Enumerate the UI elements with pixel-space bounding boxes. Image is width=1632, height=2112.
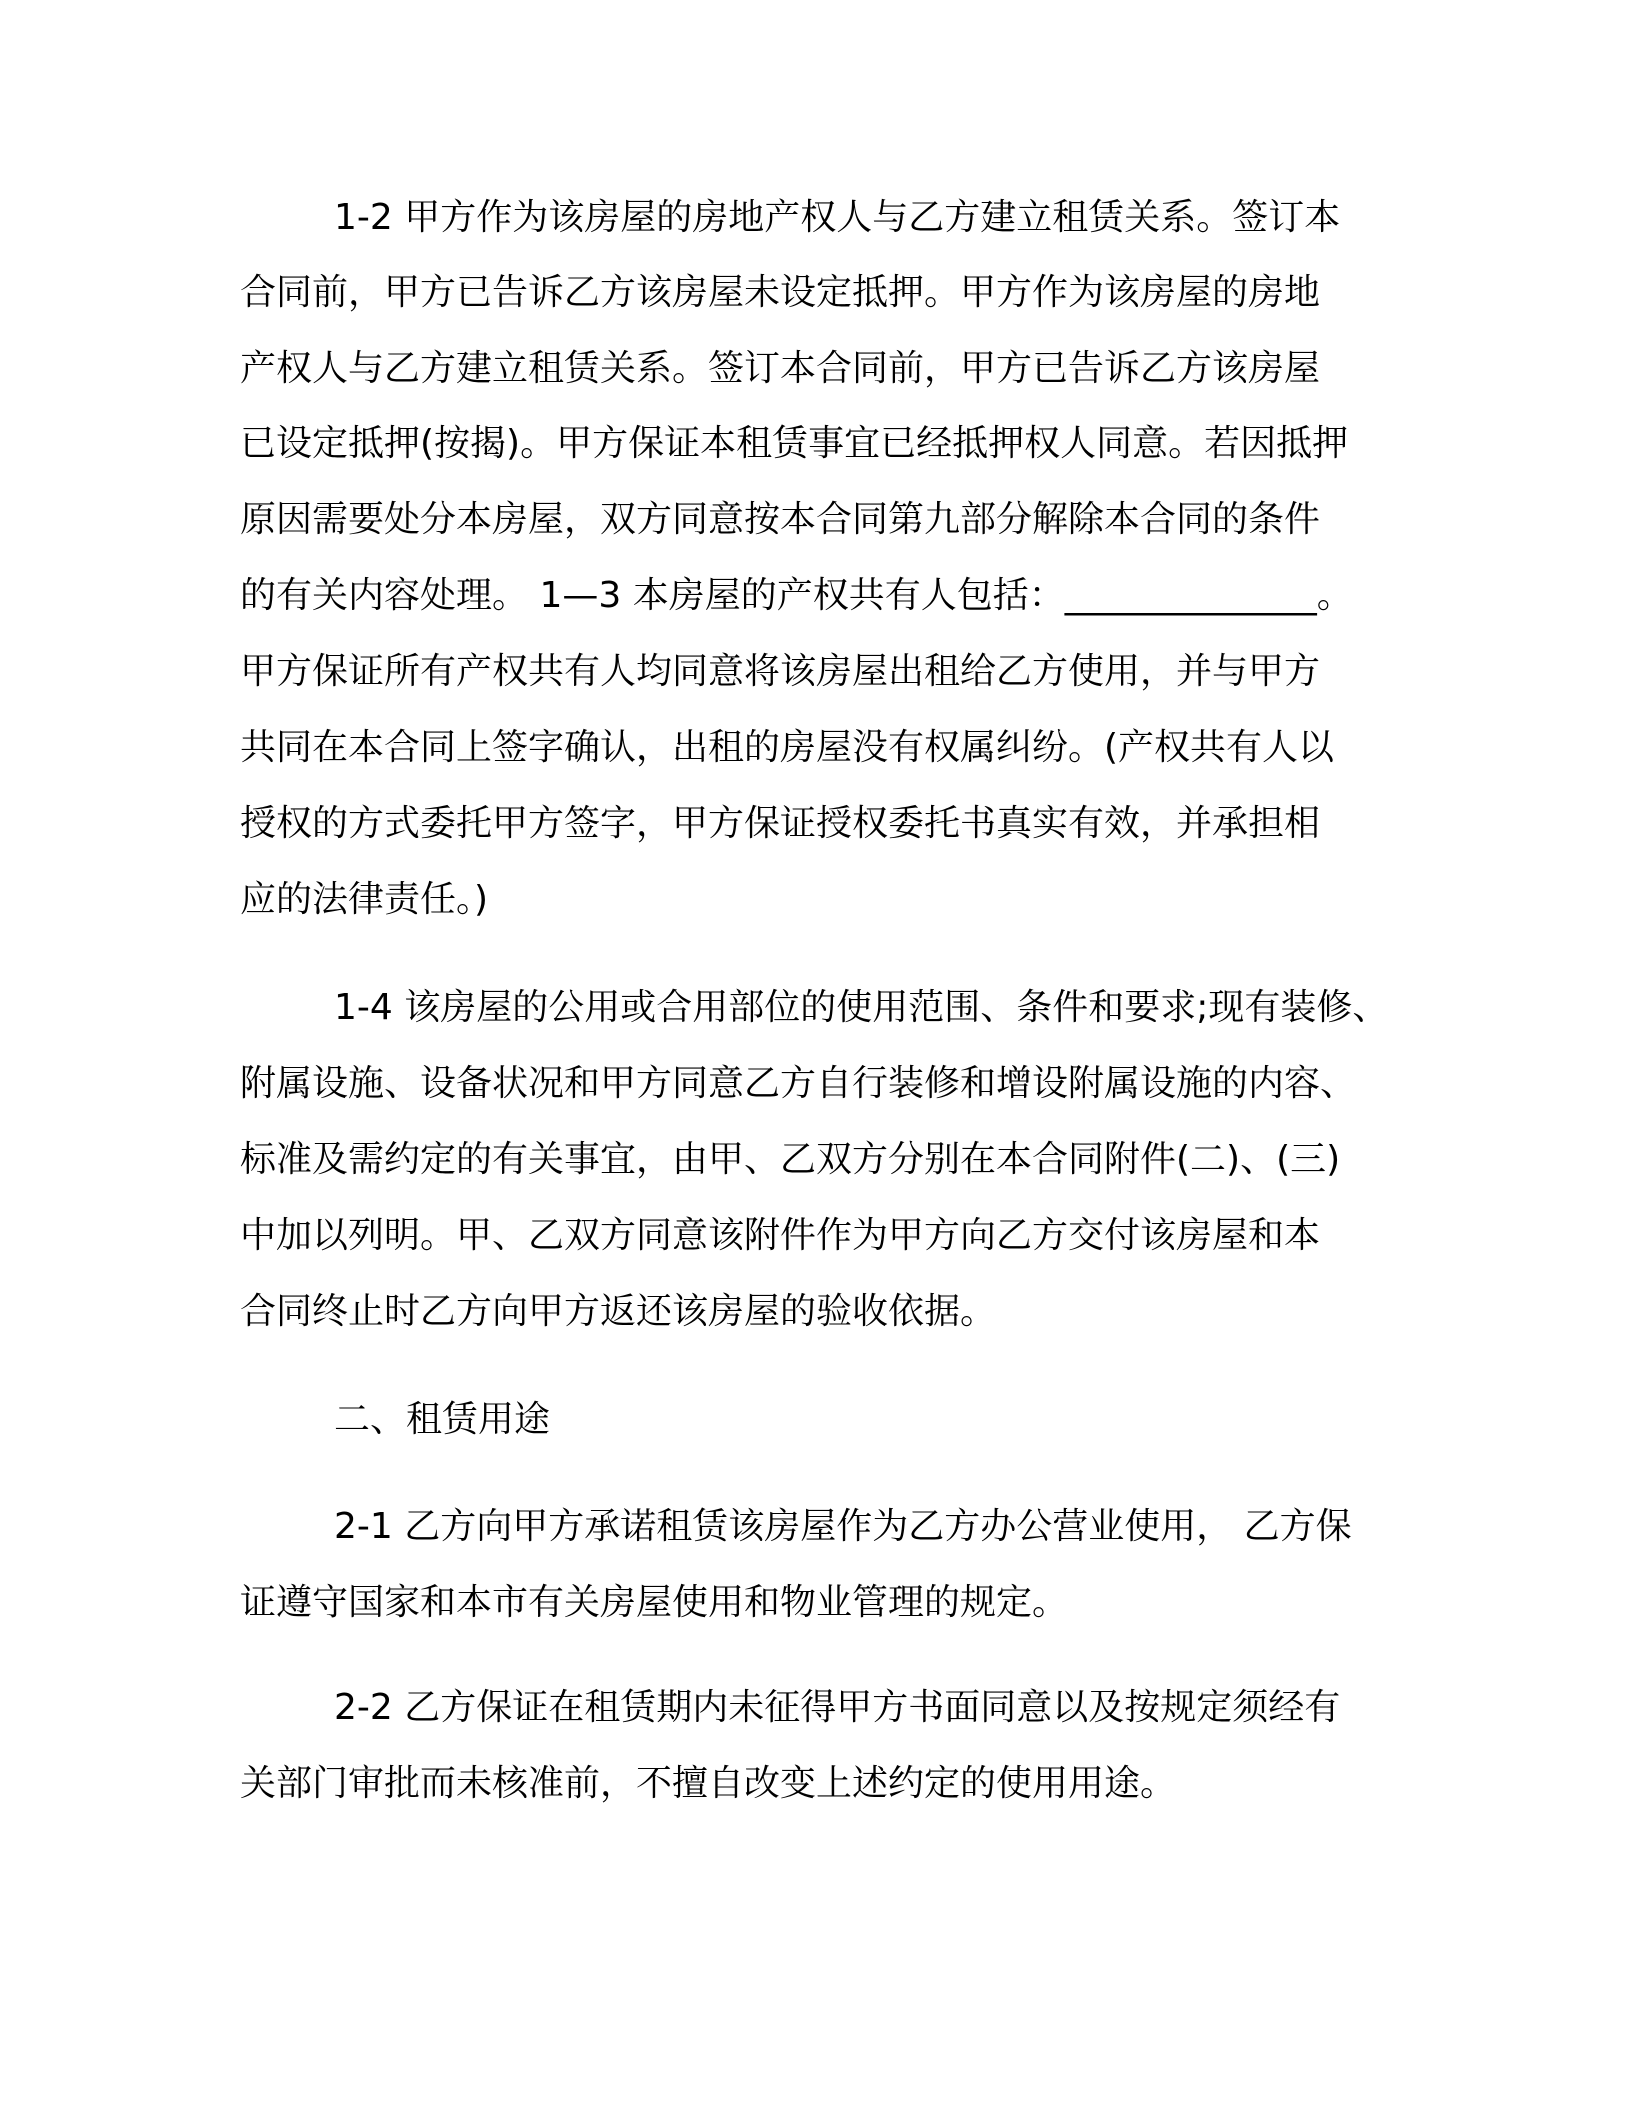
paragraph-1-2-line-6: 的有关内容处理。 1—3 本房屋的产权共有人包括：______________。 <box>240 575 1353 616</box>
paragraph-1-2-line-5: 原因需要处分本房屋，双方同意按本合同第九部分解除本合同的条件 <box>240 499 1321 540</box>
paragraph-1-4-line-1: 1-4 该房屋的公用或合用部位的使用范围、条件和要求;现有装修、 <box>334 987 1389 1028</box>
paragraph-1-4-line-4: 中加以列明。甲、乙双方同意该附件作为甲方向乙方交付该房屋和本 <box>240 1215 1321 1256</box>
paragraph-2-2-line-2: 关部门审批而未核准前，不擅自改变上述约定的使用用途。 <box>240 1763 1177 1804</box>
section-heading: 二、租赁用途 <box>334 1399 551 1440</box>
paragraph-1-4-line-3: 标准及需约定的有关事宜，由甲、乙双方分别在本合同附件(二)、(三) <box>240 1139 1341 1180</box>
paragraph-1-2-line-2: 合同前，甲方已告诉乙方该房屋未设定抵押。甲方作为该房屋的房地 <box>240 272 1321 313</box>
paragraph-1-2-line-9: 授权的方式委托甲方签字，甲方保证授权委托书真实有效，并承担相 <box>240 803 1321 844</box>
paragraph-1-2-line-1: 1-2 甲方作为该房屋的房地产权人与乙方建立租赁关系。签订本 <box>334 197 1341 238</box>
paragraph-2-2-line-1: 2-2 乙方保证在租赁期内未征得甲方书面同意以及按规定须经有 <box>334 1687 1341 1728</box>
paragraph-1-2-line-10: 应的法律责任。) <box>240 879 489 920</box>
paragraph-2-1-line-1: 2-1 乙方向甲方承诺租赁该房屋作为乙方办公营业使用， 乙方保 <box>334 1506 1352 1547</box>
paragraph-1-4-line-2: 附属设施、设备状况和甲方同意乙方自行装修和增设附属设施的内容、 <box>240 1063 1357 1104</box>
paragraph-1-2-line-8: 共同在本合同上签字确认，出租的房屋没有权属纠纷。(产权共有人以 <box>240 727 1335 768</box>
paragraph-1-2-line-3: 产权人与乙方建立租赁关系。签订本合同前，甲方已告诉乙方该房屋 <box>240 348 1321 389</box>
paragraph-1-2-line-7: 甲方保证所有产权共有人均同意将该房屋出租给乙方使用，并与甲方 <box>240 651 1321 692</box>
paragraph-1-2-line-4: 已设定抵押(按揭)。甲方保证本租赁事宜已经抵押权人同意。若因抵押 <box>240 423 1349 464</box>
paragraph-2-1-line-2: 证遵守国家和本市有关房屋使用和物业管理的规定。 <box>240 1582 1069 1623</box>
paragraph-1-4-line-5: 合同终止时乙方向甲方返还该房屋的验收依据。 <box>240 1291 997 1332</box>
